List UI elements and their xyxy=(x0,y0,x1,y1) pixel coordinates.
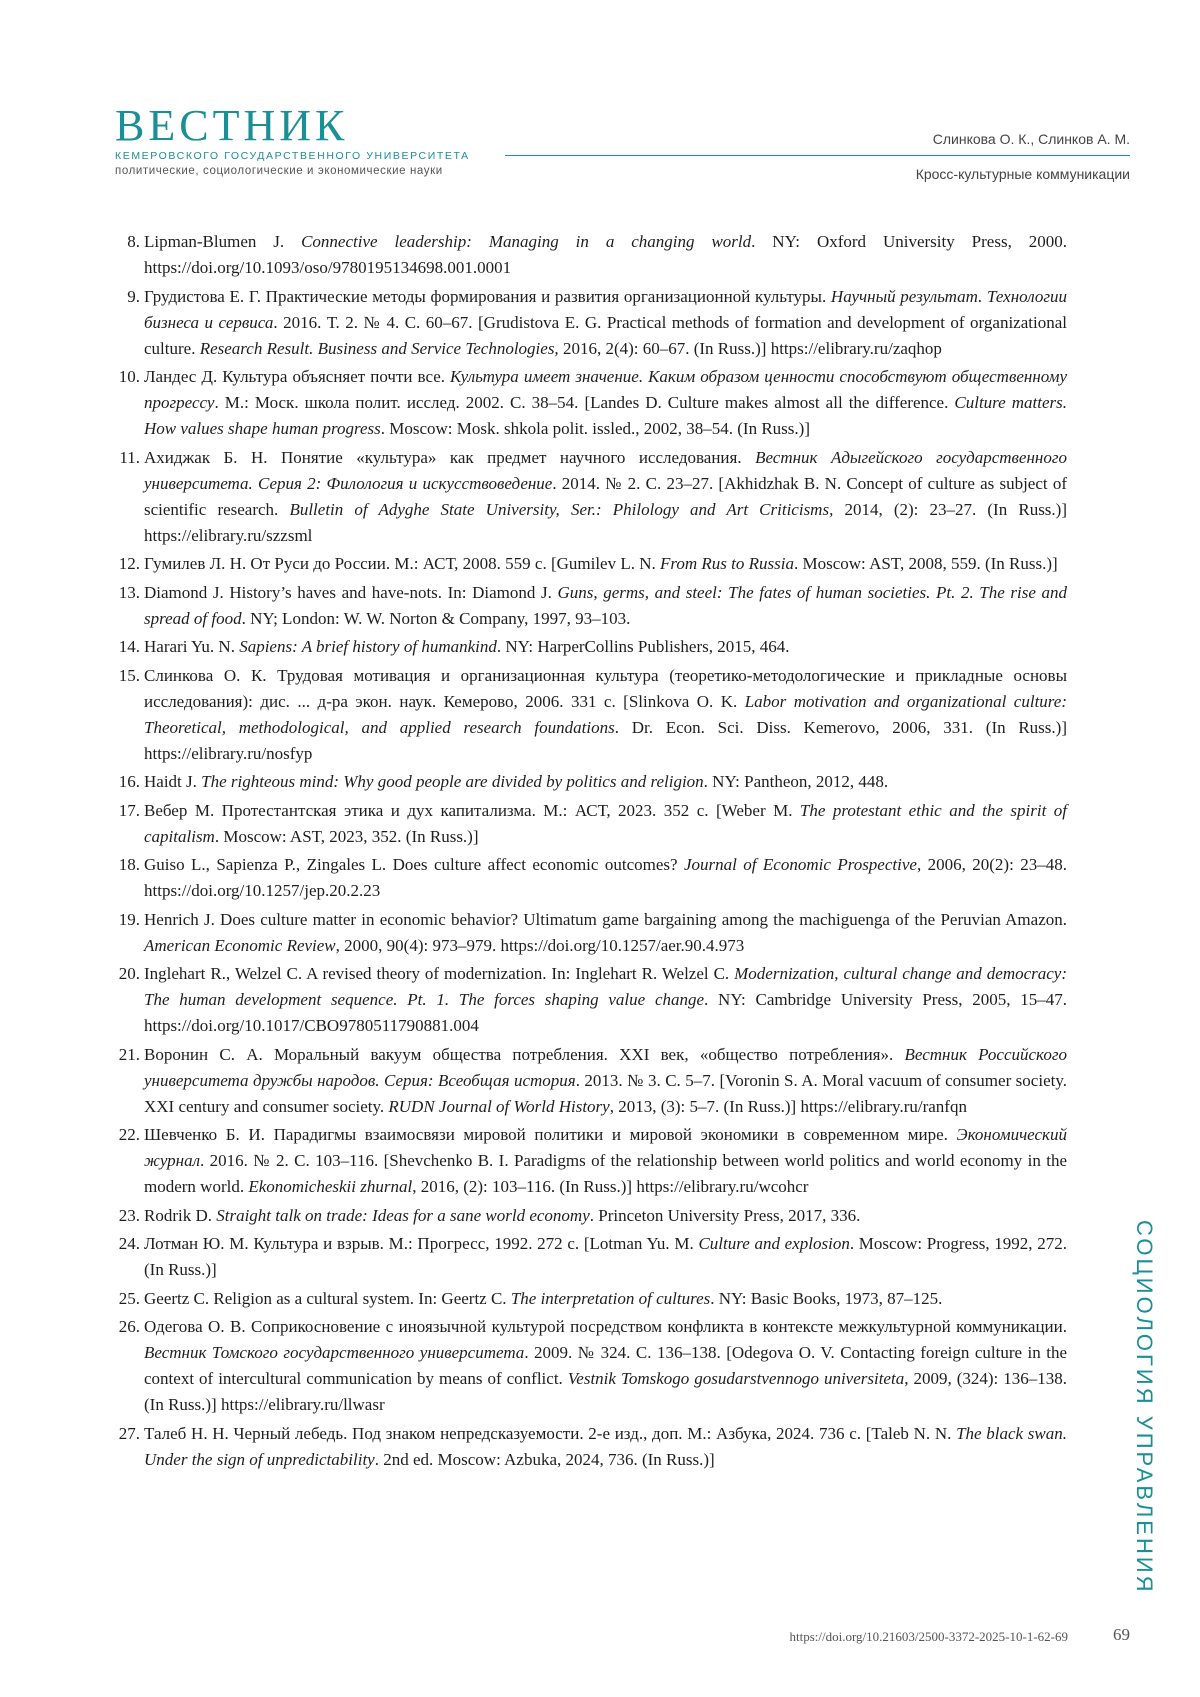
reference-fragment: Henrich J. Does culture matter in economic behavior? Ultimatum game bargaining among the machiguenga of the Peruvian Amazon. xyxy=(144,909,1067,929)
reference-number: 16. xyxy=(118,772,140,791)
reference-source-title: Straight talk on trade: Ideas for a sane world economy xyxy=(216,1205,590,1225)
reference-source-title: The righteous mind: Why good people are divided by politics and religion xyxy=(201,772,704,791)
reference-item xyxy=(110,634,1067,660)
reference-fragment: Geertz C. Religion as a cultural system. In: Geertz C. xyxy=(144,1288,511,1308)
reference-number: 9. xyxy=(127,286,140,306)
reference-number: 21. xyxy=(118,1044,140,1064)
reference-item xyxy=(110,1122,1067,1200)
reference-fragment: . М.: Моск. школа полит. исслед. 2002. С. 38–54. [Landes D. Culture makes almost all the difference. xyxy=(214,393,955,412)
reference-number: 12. xyxy=(118,554,140,573)
reference-text xyxy=(144,961,1067,1039)
reference-number: 27. xyxy=(118,1423,140,1443)
reference-number: 26. xyxy=(118,1317,140,1336)
reference-fragment: Rodrik D. xyxy=(144,1205,217,1225)
reference-text xyxy=(144,769,1067,795)
reference-number: 17. xyxy=(118,800,140,820)
journal-title: ВЕСТНИК xyxy=(115,101,349,150)
reference-source-title: Labor motivation and organizational culture: Theoretical, methodological, and applied research foundations xyxy=(144,691,1067,737)
reference-fragment: , 2006, 20(2): 23–48. https://doi.org/10.1257/jep.20.2.23 xyxy=(144,855,1067,900)
reference-text xyxy=(144,364,1067,442)
reference-number: 13. xyxy=(118,582,140,602)
reference-text xyxy=(144,1314,1067,1418)
reference-fragment: . NY: HarperCollins Publishers, 2015, 464. xyxy=(496,637,790,656)
journal-header xyxy=(115,101,470,179)
reference-item xyxy=(110,663,1067,767)
reference-item xyxy=(110,798,1067,850)
reference-fragment: . Moscow: AST, 2008, 559. (In Russ.)] xyxy=(794,554,1058,573)
reference-source-title: Bulletin of Adyghe State University, Ser.: Philology and Art Criticisms, xyxy=(289,499,834,519)
reference-source-title: From Rus to Russia xyxy=(660,554,794,573)
reference-item xyxy=(110,551,1067,577)
reference-item xyxy=(110,1203,1067,1229)
reference-item xyxy=(110,284,1067,362)
footer-doi-link[interactable]: https://doi.org/10.21603/2500-3372-2025-10-1-62-69 xyxy=(789,1629,1068,1644)
reference-source-title: Экономический журнал xyxy=(144,1125,1067,1170)
reference-source-title: RUDN Journal of World History xyxy=(388,1096,610,1116)
reference-fragment: . NY; London: W. W. Norton & Company, 1997, 93–103. xyxy=(241,608,631,628)
reference-number: 19. xyxy=(118,909,140,929)
reference-fragment: . 2013. № 3. С. 5–7. [Voronin S. A. Moral vacuum of consumer society. XXI century and consumer society. xyxy=(144,1070,1067,1116)
reference-source-title: Research Result. Business and Service Technologies, xyxy=(199,338,559,358)
reference-number: 22. xyxy=(118,1125,140,1144)
reference-source-title: Вестник Российского университета дружбы народов. Серия: Всеобщая история xyxy=(144,1044,1067,1090)
reference-fragment: , 2000, 90(4): 973–979. https://doi.org/10.1257/aer.90.4.973 xyxy=(335,935,745,955)
reference-text xyxy=(144,852,1067,904)
reference-item xyxy=(110,961,1067,1039)
reference-fragment: , 2016, (2): 103–116. (In Russ.)] https://elibrary.ru/wcohcr xyxy=(412,1177,809,1196)
reference-number: 15. xyxy=(118,665,140,685)
reference-fragment: Одегова О. В. Соприкосновение с иноязычной культурой посредством конфликта в контексте межкультурной коммуникации. xyxy=(144,1317,1067,1336)
reference-source-title: Вестник Томского государственного университета xyxy=(144,1343,525,1362)
reference-item xyxy=(110,1042,1067,1120)
reference-number: 20. xyxy=(118,964,140,983)
reference-text xyxy=(144,1286,1067,1312)
reference-fragment: Inglehart R., Welzel C. A revised theory of modernization. In: Inglehart R. Welzel C. xyxy=(144,964,735,983)
reference-fragment: . Moscow: Mosk. shkola polit. issled., 2002, 38–54. (In Russ.)] xyxy=(380,419,810,438)
side-section-title: СОЦИОЛОГИЯ УПРАВЛЕНИЯ xyxy=(1132,1220,1157,1595)
reference-fragment: Талеб Н. Н. Черный лебедь. Под знаком непредсказуемости. 2-е изд., доп. М.: Азбука, 2024. 736 с. [Taleb N. N. xyxy=(144,1423,957,1443)
reference-fragment: . Moscow: Progress, 1992, 272. (In Russ.)] xyxy=(144,1234,1067,1279)
reference-source-title: Connective leadership: Managing in a changing world xyxy=(301,232,752,251)
reference-source-title: American Economic Review xyxy=(144,935,336,955)
reference-fragment: 2014, (2): 23–27. (In Russ.)] https://elibrary.ru/szzsml xyxy=(144,499,1067,545)
reference-fragment: Lipman-Blumen J. xyxy=(144,232,302,251)
reference-number: 10. xyxy=(118,367,140,386)
reference-source-title: Научный результат. Технологии бизнеса и сервиса xyxy=(144,286,1067,332)
reference-fragment: . 2014. № 2. С. 23–27. [Akhidzhak B. N. Concept of culture as subject of scientific research. xyxy=(144,473,1067,519)
reference-fragment: , 2013, (3): 5–7. (In Russ.)] https://elibrary.ru/ranfqn xyxy=(609,1096,967,1116)
reference-fragment: . 2009. № 324. С. 136–138. [Odegova O. V. Contacting foreign culture in the context of intercultural communication by means of conflict. xyxy=(144,1343,1068,1388)
reference-item xyxy=(110,580,1067,632)
reference-text xyxy=(144,1203,1067,1229)
reference-source-title: Sapiens: A brief history of humankind xyxy=(239,637,497,656)
reference-text xyxy=(144,445,1067,549)
reference-text xyxy=(144,229,1067,281)
reference-source-title: Культура имеет значение. Каким образом ценности способствуют общественному прогрессу xyxy=(144,367,1067,412)
reference-text xyxy=(144,1042,1067,1120)
reference-fragment: Гумилев Л. Н. От Руси до России. М.: АСТ, 2008. 559 с. [Gumilev L. N. xyxy=(144,554,661,573)
reference-item xyxy=(110,1314,1067,1418)
reference-item xyxy=(110,769,1067,795)
reference-fragment: Haidt J. xyxy=(144,772,202,791)
journal-subtitle: КЕМЕРОВСКОГО ГОСУДАРСТВЕННОГО УНИВЕРСИТЕТА xyxy=(115,150,470,162)
reference-fragment: . 2016. Т. 2. № 4. С. 60–67. [Grudistova E. G. Practical methods of formation and development of organizational culture. xyxy=(144,312,1067,358)
journal-series: политические, социологические и экономические науки xyxy=(115,165,443,177)
reference-fragment: Guiso L., Sapienza P., Zingales L. Does culture affect economic outcomes? xyxy=(144,855,684,874)
reference-text xyxy=(144,1122,1067,1200)
reference-fragment: . Princeton University Press, 2017, 336. xyxy=(589,1205,861,1225)
reference-source-title: The interpretation of cultures xyxy=(510,1288,711,1308)
reference-number: 8. xyxy=(127,232,140,251)
reference-text xyxy=(144,634,1067,660)
reference-number: 25. xyxy=(118,1288,140,1308)
reference-source-title: The black swan. Under the sign of unpredictability xyxy=(144,1423,1067,1469)
reference-fragment: Шевченко Б. И. Парадигмы взаимосвязи мировой политики и мировой экономики в современном мире. xyxy=(144,1125,957,1144)
reference-fragment: . 2016. № 2. С. 103–116. [Shevchenko B. I. Paradigms of the relationship between world politics and world economy in the modern world. xyxy=(144,1151,1067,1196)
reference-source-title: Ekonomicheskii zhurnal xyxy=(248,1177,413,1196)
running-authors: Слинкова О. К., Слинков А. М. xyxy=(932,131,1130,147)
reference-fragment: Лотман Ю. М. Культура и взрыв. М.: Прогресс, 1992. 272 с. [Lotman Yu. M. xyxy=(144,1234,699,1253)
reference-fragment: . Dr. Econ. Sci. Diss. Kemerovo, 2006, 331. (In Russ.)] https://elibrary.ru/nosfyp xyxy=(144,717,1067,763)
reference-text xyxy=(144,284,1067,362)
reference-number: 18. xyxy=(118,855,140,874)
reference-text xyxy=(144,551,1067,577)
header-divider xyxy=(505,155,1130,156)
reference-number: 23. xyxy=(118,1205,140,1225)
reference-list xyxy=(110,229,1067,1475)
reference-text xyxy=(144,1231,1067,1283)
reference-fragment: Ахиджак Б. Н. Понятие «культура» как предмет научного исследования. xyxy=(144,447,756,467)
reference-fragment: . 2nd ed. Moscow: Azbuka, 2024, 736. (In Russ.)] xyxy=(374,1449,715,1469)
reference-text xyxy=(144,798,1067,850)
reference-text xyxy=(144,907,1067,959)
reference-item xyxy=(110,852,1067,904)
reference-source-title: Journal of Economic Prospective xyxy=(683,855,917,874)
reference-text xyxy=(144,580,1067,632)
reference-text xyxy=(144,663,1067,767)
reference-fragment: . NY: Cambridge University Press, 2005, 15–47. https://doi.org/10.1017/CBO9780511790881.004 xyxy=(144,990,1067,1035)
reference-source-title: Culture matters. How values shape human progress xyxy=(144,393,1067,438)
reference-fragment: , 2009, (324): 136–138. (In Russ.)] https://elibrary.ru/llwasr xyxy=(144,1369,1067,1414)
reference-fragment: . NY: Pantheon, 2012, 448. xyxy=(703,772,889,791)
reference-item xyxy=(110,1286,1067,1312)
reference-number: 14. xyxy=(118,637,140,656)
reference-fragment: . Moscow: AST, 2023, 352. (In Russ.)] xyxy=(214,826,479,846)
reference-fragment: Diamond J. History’s haves and have-nots. In: Diamond J. xyxy=(144,582,558,602)
reference-fragment: Вебер М. Протестантская этика и дух капитализма. М.: АСТ, 2023. 352 с. [Weber M. xyxy=(144,800,800,820)
reference-source-title: Вестник Адыгейского государственного университета. Серия 2: Филология и искусствоведение xyxy=(144,447,1067,493)
reference-fragment: . NY: Oxford University Press, 2000. https://doi.org/10.1093/oso/9780195134698.001.0001 xyxy=(144,232,1067,277)
reference-source-title: Vestnik Tomskogo gosudarstvennogo universiteta xyxy=(567,1369,905,1388)
reference-number: 11. xyxy=(119,447,140,467)
reference-source-title: Modernization, cultural change and democracy: The human development sequence. Pt. 1. The forces shaping value change xyxy=(144,964,1068,1009)
reference-fragment: Слинкова О. К. Трудовая мотивация и организационная культура (теоретико-методологические и прикладные основы исследования): дис. ... д-ра экон. наук. Кемерово, 2006. 331 с. [Slinkova O. K. xyxy=(144,665,1067,711)
reference-source-title: Guns, germs, and steel: The fates of human societies. Pt. 2. The rise and spread of food xyxy=(144,582,1067,628)
reference-fragment: . NY: Basic Books, 1973, 87–125. xyxy=(710,1288,943,1308)
reference-fragment: Воронин С. А. Моральный вакуум общества потребления. XXI век, «общество потребления». xyxy=(144,1044,905,1064)
reference-fragment: 2016, 2(4): 60–67. (In Russ.)] https://elibrary.ru/zaqhop xyxy=(558,338,942,358)
reference-text xyxy=(144,1421,1067,1473)
reference-number: 24. xyxy=(118,1234,140,1253)
reference-fragment: Грудистова Е. Г. Практические методы формирования и развития организационной культуры. xyxy=(144,286,831,306)
reference-source-title: The protestant ethic and the spirit of capitalism xyxy=(144,800,1067,846)
running-section: Кросс-культурные коммуникации xyxy=(915,166,1130,182)
reference-item xyxy=(110,1421,1067,1473)
reference-item xyxy=(110,1231,1067,1283)
reference-item xyxy=(110,907,1067,959)
reference-fragment: Harari Yu. N. xyxy=(144,637,240,656)
reference-item xyxy=(110,229,1067,281)
page-number: 69 xyxy=(1113,1625,1130,1644)
reference-item xyxy=(110,445,1067,549)
reference-item xyxy=(110,364,1067,442)
reference-fragment: Ландес Д. Культура объясняет почти все. xyxy=(144,367,451,386)
reference-source-title: Culture and explosion xyxy=(698,1234,850,1253)
